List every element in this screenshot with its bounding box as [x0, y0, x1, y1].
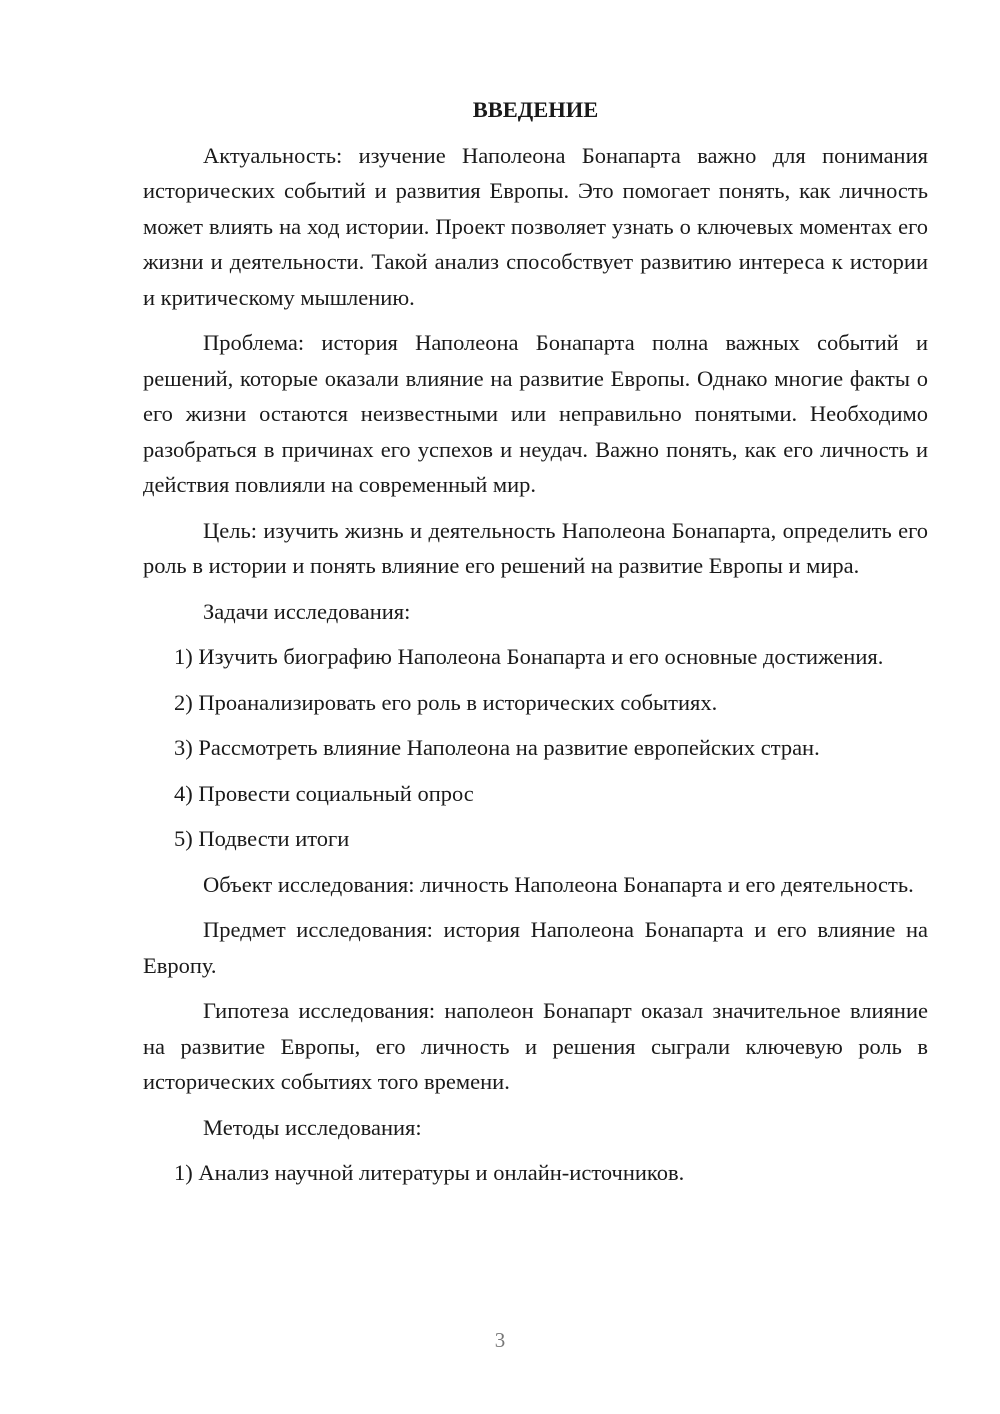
page-number: 3: [494, 1328, 506, 1352]
methods-heading: Методы исследования:: [203, 1114, 422, 1140]
page-content: [143, 92, 928, 1201]
method-item: 1) Анализ научной литературы и онлайн-источников.: [174, 1160, 685, 1185]
section-title: ВВЕДЕНИЕ: [472, 97, 599, 122]
task-item: 2) Проанализировать его роль в исторических событиях.: [174, 689, 718, 715]
task-item: 1) Изучить биографию Наполеона Бонапарта и его основные достижения.: [174, 644, 884, 669]
hypothesis-paragraph: Гипотеза исследования: наполеон Бонапарт оказал значительное влияние на развитие Европы, его личность и решения сыграли ключевую роль в исторических событиях того времени.: [143, 998, 928, 1094]
object-paragraph: Объект исследования: личность Наполеона Бонапарта и его деятельность.: [203, 871, 914, 897]
relevance-paragraph: Актуальность: изучение Наполеона Бонапарта важно для понимания исторических событий и развития Европы. Это помогает понять, как личность может влиять на ход истории. Проект позволяет узнать о ключевых моментах его жизни и деятельности. Такой анализ способствует развитию интереса к истории и критическому мышлению.: [143, 142, 928, 310]
subject-paragraph: Предмет исследования: история Наполеона Бонапарта и его влияние на Европу.: [143, 917, 928, 978]
problem-paragraph: Проблема: история Наполеона Бонапарта полна важных событий и решений, которые оказали влияние на развитие Европы. Однако многие факты о его жизни остаются неизвестными или неправильно понятыми. Необходимо разобраться в причинах его успехов и неудач. Важно понять, как его личность и действия повлияли на современный мир.: [143, 330, 928, 497]
goal-paragraph: Цель: изучить жизнь и деятельность Наполеона Бонапарта, определить его роль в истории и понять влияние его решений на развитие Европы и мира.: [143, 517, 928, 578]
task-item: 3) Рассмотреть влияние Наполеона на развитие европейских стран.: [174, 735, 820, 760]
task-item: 4) Провести социальный опрос: [174, 780, 474, 806]
tasks-heading: Задачи исследования:: [203, 598, 411, 624]
task-item: 5) Подвести итоги: [174, 826, 350, 851]
